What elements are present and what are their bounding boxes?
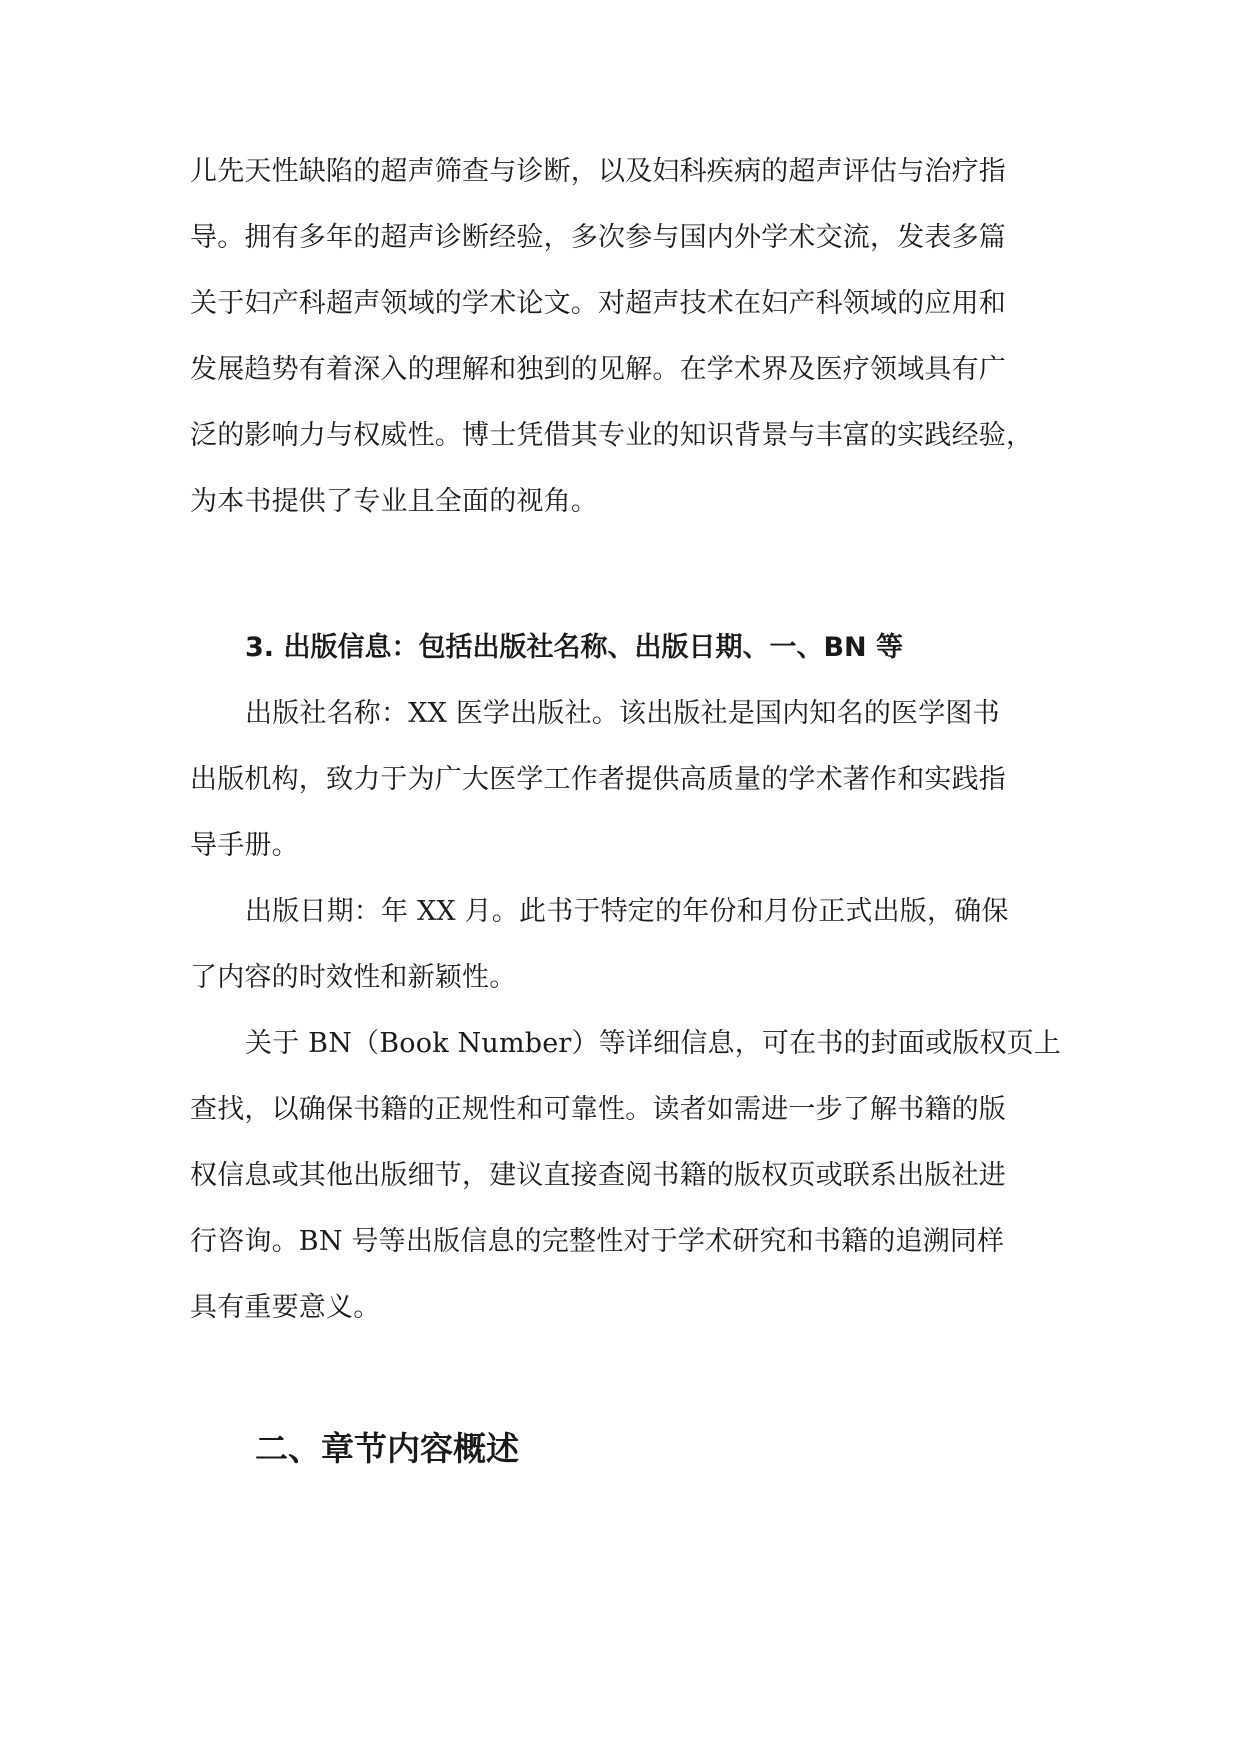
bio-line-6: 为本书提供了专业且全面的视角。: [190, 486, 598, 517]
chapter-overview-title: 二、章节内容概述: [255, 1429, 519, 1468]
bio-line-2: 导。拥有多年的超声诊断经验，多次参与国内外学术交流，发表多篇: [190, 222, 1006, 253]
publisher-line-1: 出版社名称：XX 医学出版社。该出版社是国内知名的医学图书: [245, 698, 1000, 729]
publisher-line-3: 导手册。: [190, 830, 299, 861]
bn-info-line-2: 查找，以确保书籍的正规性和可靠性。读者如需进一步了解书籍的版: [190, 1094, 1006, 1125]
publisher-line-2: 出版机构，致力于为广大医学工作者提供高质量的学术著作和实践指: [190, 764, 1006, 795]
bn-info-line-1: 关于 BN（Book Number）等详细信息，可在书的封面或版权页上: [245, 1028, 1062, 1059]
pub-info-heading: 3. 出版信息：包括出版社名称、出版日期、一、BN 等: [245, 632, 904, 663]
bn-info-line-5: 具有重要意义。: [190, 1292, 381, 1323]
bn-info-line-3: 权信息或其他出版细节，建议直接查阅书籍的版权页或联系出版社进: [190, 1160, 1006, 1191]
bio-line-5: 泛的影响力与权威性。博士凭借其专业的知识背景与丰富的实践经验，: [190, 420, 1034, 451]
bn-info-line-4: 行咨询。BN 号等出版信息的完整性对于学术研究和书籍的追溯同样: [190, 1226, 1005, 1257]
bio-line-3: 关于妇产科超声领域的学术论文。对超声技术在妇产科领域的应用和: [190, 288, 1006, 319]
bio-line-1: 儿先天性缺陷的超声筛查与诊断，以及妇科疾病的超声评估与治疗指: [190, 156, 1006, 187]
pub-date-line-1: 出版日期：年 XX 月。此书于特定的年份和月份正式出版，确保: [245, 896, 1009, 927]
bio-line-4: 发展趋势有着深入的理解和独到的见解。在学术界及医疗领域具有广: [190, 354, 1006, 385]
pub-date-line-2: 了内容的时效性和新颖性。: [190, 962, 517, 993]
